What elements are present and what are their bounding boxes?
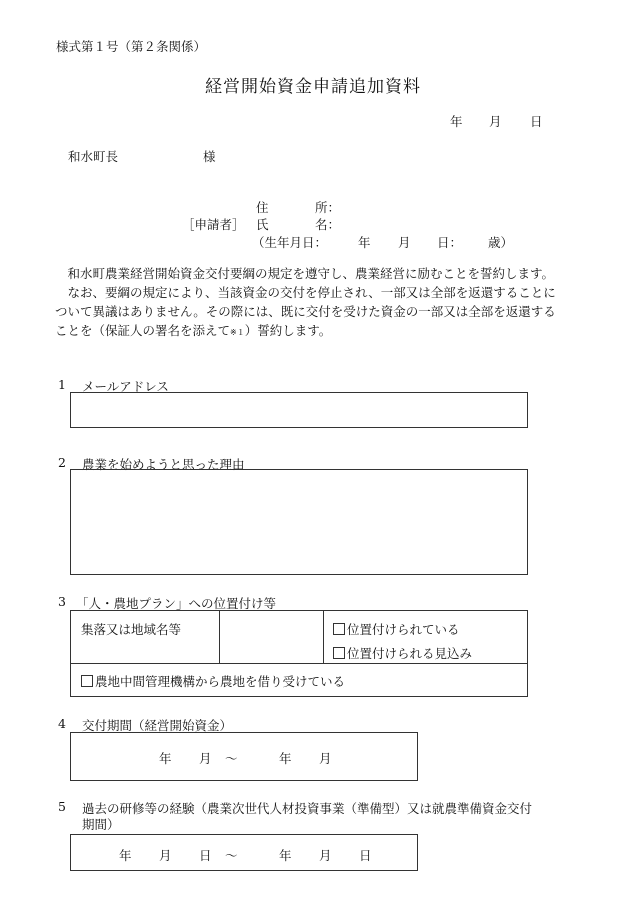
training-period-field[interactable]	[70, 834, 418, 871]
training-end-year: 年	[279, 848, 292, 863]
section-1-number: 1	[58, 377, 66, 392]
option-farmland-bank[interactable]	[81, 672, 345, 690]
pledge-text	[55, 264, 563, 342]
option-positioned-label: 位置付けられている	[347, 622, 460, 637]
period-tilde: 〜	[225, 751, 238, 766]
birth-month: 月	[398, 235, 411, 250]
section-2-title: 農業を始めようと思った理由	[82, 457, 245, 472]
option-expected[interactable]	[333, 644, 472, 662]
addressee-honorific: 様	[203, 149, 216, 164]
option-positioned[interactable]	[333, 620, 460, 638]
birth-age: 歳）	[488, 235, 514, 250]
pledge-line-1: 和水町農業経営開始資金交付要綱の規定を遵守し、農業経営に励むことを誓約します。	[67, 266, 555, 281]
name-label-1: 氏	[256, 217, 269, 232]
village-name-field[interactable]	[221, 613, 321, 661]
section-3-number: 3	[58, 594, 66, 609]
village-label: 集落又は地域名等	[81, 622, 182, 637]
email-field[interactable]	[70, 392, 528, 428]
option-expected-label: 位置付けられる見込み	[347, 646, 473, 661]
addressee-name: 和水町長	[68, 149, 119, 164]
section-1-title: メールアドレス	[82, 379, 169, 394]
pledge-line-2	[55, 283, 563, 342]
table-divider-1	[219, 611, 220, 663]
form-label: 様式第１号（第２条関係）	[56, 39, 207, 54]
date-year: 年	[450, 114, 463, 129]
address-label-1: 住	[256, 200, 269, 215]
period-start-month: 月	[199, 751, 212, 766]
training-start-year: 年	[119, 848, 132, 863]
checkbox-expected[interactable]	[333, 647, 345, 659]
checkbox-farmland-bank[interactable]	[81, 675, 93, 687]
applicant-label: ［申請者］	[182, 217, 245, 232]
training-start-month: 月	[159, 848, 172, 863]
section-3-title: 「人・農地プラン」への位置付け等	[76, 596, 277, 611]
plan-table	[70, 610, 528, 697]
section-4-title: 交付期間（経営開始資金）	[82, 718, 233, 733]
checkbox-positioned[interactable]	[333, 623, 345, 635]
table-divider-2	[323, 611, 324, 663]
date-month: 月	[489, 114, 502, 129]
birth-prefix: （生年月日：	[252, 235, 328, 250]
option-farmland-bank-label: 農地中間管理機構から農地を借り受けている	[95, 674, 346, 689]
pledge-line-2-pre: なお、要綱の規定により、当該資金の交付を停止され、一部又は全部を返還することについて異議はありません。その際には、既に交付を受けた資金の一部又は全部を返還することを（保証人の署名を添えて	[55, 285, 556, 338]
training-start-day: 日	[199, 848, 212, 863]
period-end-year: 年	[279, 751, 292, 766]
table-divider-3	[71, 663, 527, 664]
birth-day: 日：	[437, 235, 463, 250]
grant-period-field[interactable]	[70, 732, 418, 781]
address-label-2: 所：	[315, 200, 341, 215]
date-day: 日	[530, 114, 543, 129]
section-5-title: 過去の研修等の経験（農業次世代人材投資事業（準備型）又は就農準備資金交付	[82, 801, 533, 816]
period-end-month: 月	[319, 751, 332, 766]
pledge-line-2-post: ）誓約します。	[244, 323, 332, 338]
birth-year: 年	[358, 235, 371, 250]
section-5-number: 5	[58, 799, 66, 814]
page-title: 経営開始資金申請追加資料	[205, 77, 421, 97]
period-start-year: 年	[159, 751, 172, 766]
training-tilde: 〜	[225, 848, 238, 863]
training-end-month: 月	[319, 848, 332, 863]
training-end-day: 日	[359, 848, 372, 863]
section-4-number: 4	[58, 716, 66, 731]
reason-field[interactable]	[70, 469, 528, 575]
name-label-2: 名：	[315, 217, 341, 232]
section-2-number: 2	[58, 455, 66, 470]
section-5-title-cont: 期間）	[82, 817, 120, 832]
footnote-mark: ※１	[230, 328, 245, 337]
